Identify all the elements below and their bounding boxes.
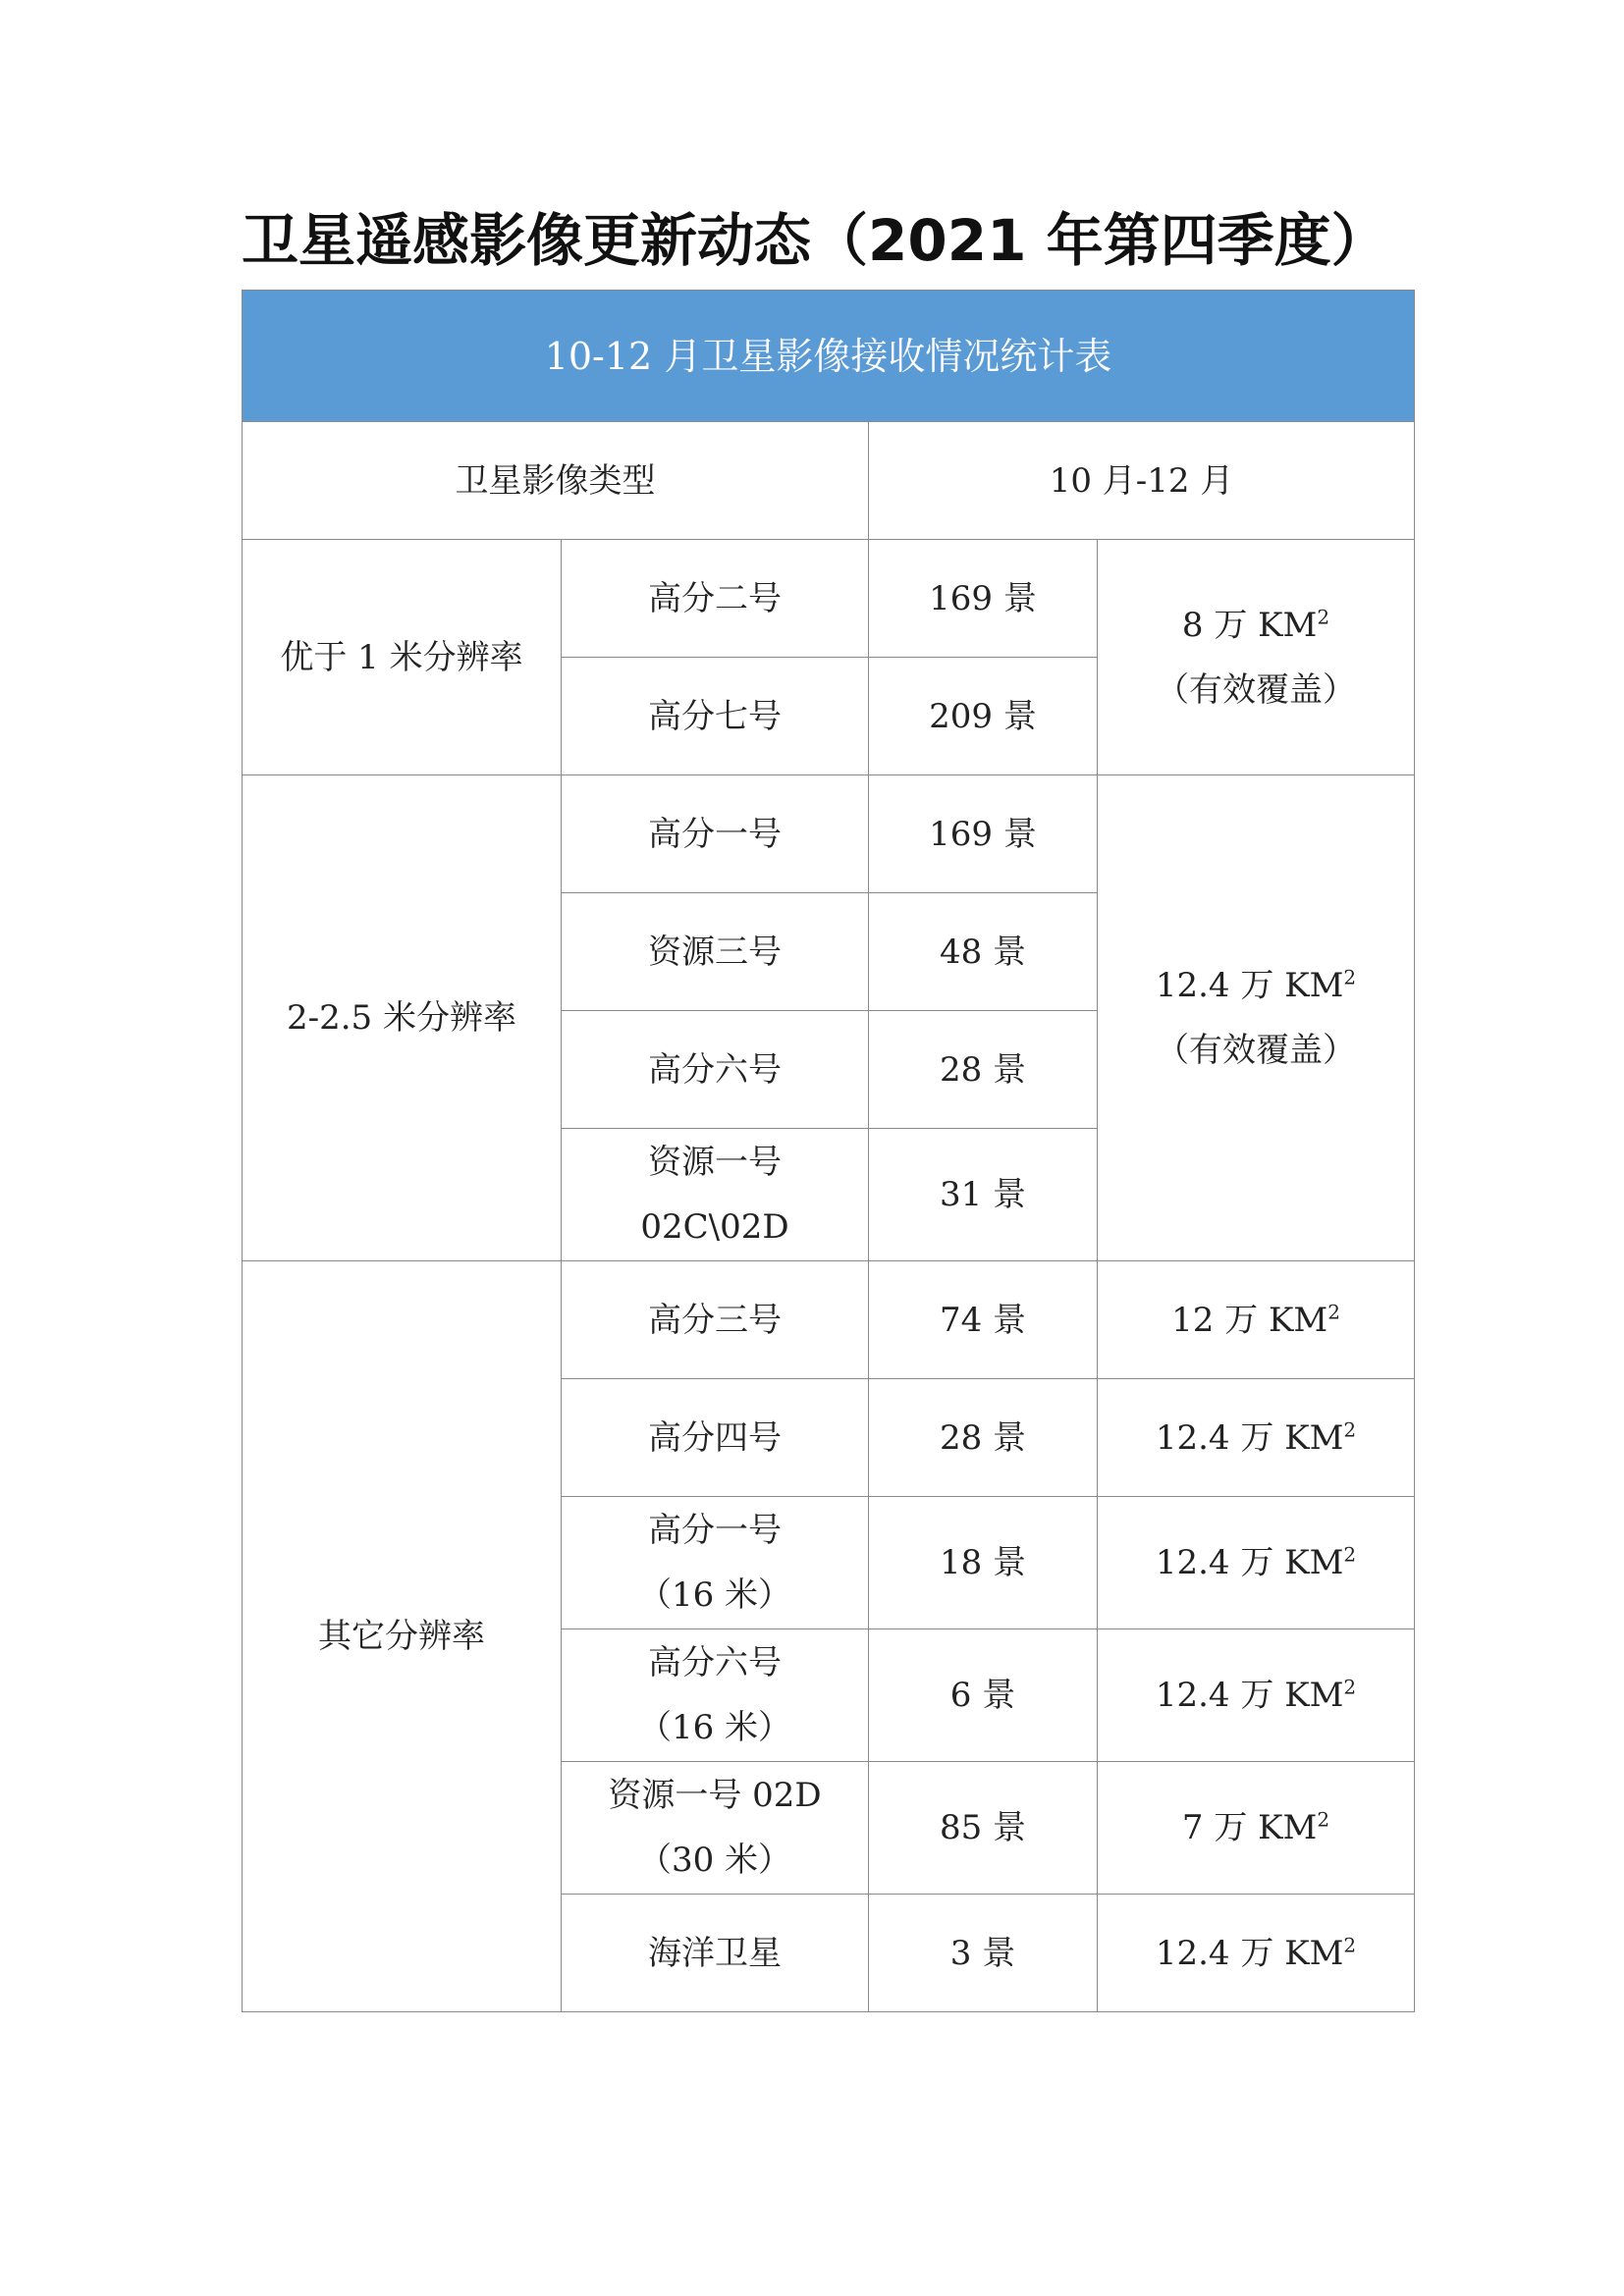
resolution-cell: 其它分辨率 — [243, 1261, 562, 2012]
count-cell: 3 景 — [869, 1895, 1098, 2012]
resolution-cell: 2-2.5 米分辨率 — [243, 775, 562, 1261]
coverage-value: 12.4 万 — [1155, 1933, 1274, 1973]
coverage-unit: KM — [1284, 1676, 1344, 1715]
count-cell: 28 景 — [869, 1379, 1098, 1497]
coverage-unit: KM — [1258, 605, 1318, 645]
satellite-name: 资源一号 02D — [608, 1776, 822, 1815]
table-row — [243, 540, 1415, 658]
coverage-unit: KM — [1284, 1543, 1344, 1582]
satellite-sub: （30 米） — [637, 1841, 792, 1880]
count-cell: 74 景 — [869, 1261, 1098, 1379]
satellite-cell: 高分六号 — [562, 1011, 869, 1129]
satellite-sub: 02C\02D — [640, 1207, 789, 1247]
satellite-cell: 高分四号 — [562, 1379, 869, 1497]
satellite-stats-table — [242, 290, 1415, 2012]
satellite-cell — [562, 1497, 869, 1629]
coverage-value: 12.4 万 — [1155, 1676, 1274, 1715]
coverage-unit: KM — [1258, 1808, 1318, 1847]
count-cell: 48 景 — [869, 893, 1098, 1011]
table-row — [243, 1261, 1415, 1379]
count-cell: 85 景 — [869, 1762, 1098, 1895]
count-cell: 31 景 — [869, 1129, 1098, 1261]
satellite-name: 高分一号 — [648, 1511, 782, 1550]
unit-superscript: 2 — [1343, 965, 1357, 989]
unit-superscript: 2 — [1317, 1807, 1330, 1832]
unit-superscript: 2 — [1327, 1300, 1340, 1324]
coverage-value: 12.4 万 — [1155, 966, 1274, 1005]
satellite-cell: 高分七号 — [562, 658, 869, 775]
satellite-cell — [562, 1762, 869, 1895]
coverage-unit: KM — [1284, 1417, 1344, 1458]
coverage-value: 8 万 — [1181, 605, 1248, 645]
satellite-name: 资源一号 — [648, 1143, 782, 1182]
unit-superscript: 2 — [1343, 1675, 1357, 1699]
coverage-value: 7 万 — [1181, 1808, 1248, 1847]
column-header-type: 卫星影像类型 — [243, 422, 869, 540]
satellite-cell: 海洋卫星 — [562, 1895, 869, 2012]
coverage-cell — [1098, 1379, 1415, 1497]
satellite-cell: 资源三号 — [562, 893, 869, 1011]
satellite-cell — [562, 1129, 869, 1261]
unit-superscript: 2 — [1317, 605, 1330, 629]
coverage-cell — [1098, 1762, 1415, 1895]
table-caption: 10-12 月卫星影像接收情况统计表 — [243, 291, 1415, 422]
coverage-value: 12.4 万 — [1155, 1543, 1274, 1582]
satellite-cell — [562, 1629, 869, 1762]
unit-superscript: 2 — [1343, 1417, 1357, 1442]
satellite-cell: 高分三号 — [562, 1261, 869, 1379]
coverage-cell — [1098, 540, 1415, 775]
coverage-note: （有效覆盖） — [1156, 1031, 1356, 1070]
page-title: 卫星遥感影像更新动态（2021 年第四季度） — [242, 207, 1388, 274]
coverage-value: 12.4 万 — [1155, 1417, 1274, 1458]
coverage-unit: KM — [1284, 1933, 1344, 1973]
coverage-cell — [1098, 1497, 1415, 1629]
satellite-sub: （16 米） — [637, 1575, 792, 1615]
resolution-cell: 优于 1 米分辨率 — [243, 540, 562, 775]
count-cell: 28 景 — [869, 1011, 1098, 1129]
coverage-unit: KM — [1284, 966, 1344, 1005]
count-cell: 18 景 — [869, 1497, 1098, 1629]
coverage-cell — [1098, 1261, 1415, 1379]
coverage-cell — [1098, 775, 1415, 1261]
column-header-period: 10 月-12 月 — [869, 422, 1415, 540]
satellite-cell: 高分一号 — [562, 775, 869, 893]
count-cell: 209 景 — [869, 658, 1098, 775]
satellite-cell: 高分二号 — [562, 540, 869, 658]
count-cell: 169 景 — [869, 775, 1098, 893]
count-cell: 169 景 — [869, 540, 1098, 658]
coverage-unit: KM — [1268, 1300, 1328, 1340]
count-cell: 6 景 — [869, 1629, 1098, 1762]
coverage-note: （有效覆盖） — [1156, 669, 1356, 710]
coverage-value: 12 万 — [1171, 1300, 1259, 1340]
satellite-sub: （16 米） — [637, 1708, 792, 1747]
satellite-name: 高分六号 — [648, 1643, 782, 1682]
unit-superscript: 2 — [1343, 1542, 1357, 1567]
unit-superscript: 2 — [1343, 1933, 1357, 1957]
coverage-cell — [1098, 1895, 1415, 2012]
coverage-cell — [1098, 1629, 1415, 1762]
table-row — [243, 775, 1415, 893]
